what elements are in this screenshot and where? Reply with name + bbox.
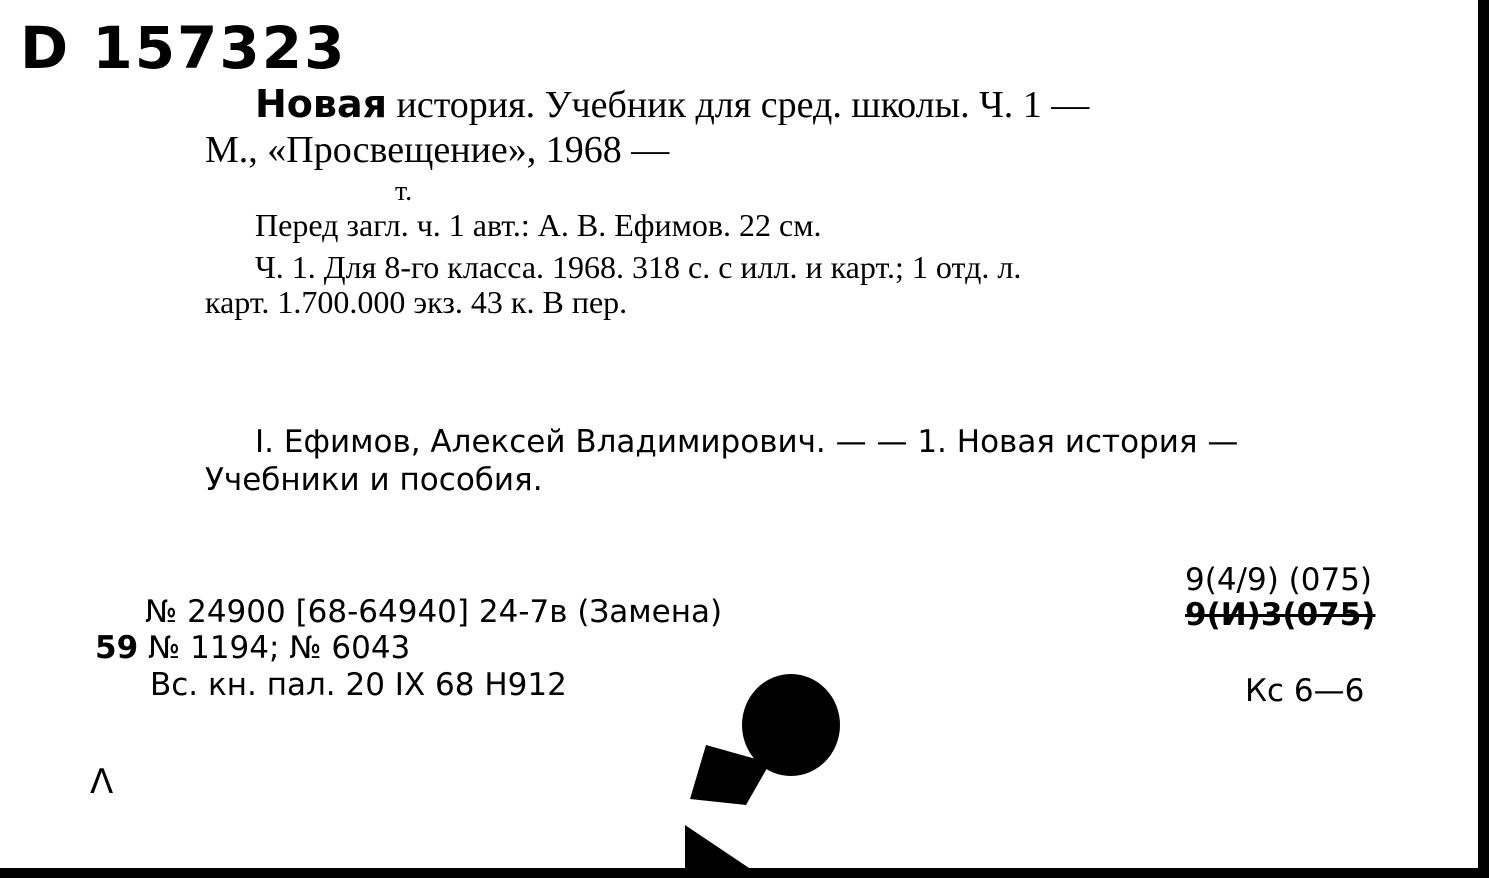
part-description-line-2: карт. 1.700.000 экз. 43 к. В пер. <box>205 284 628 320</box>
imprint-line: М., «Просвещение», 1968 — <box>205 129 670 171</box>
classification-old-struck: 9(И)3(075) <box>1185 597 1376 633</box>
tracing-line-1: I. Ефимов, Алексей Владимирович. — — 1. Новая история — <box>255 424 1239 460</box>
title-rest: история. Учебник для сред. школы. Ч. 1 — <box>396 84 1090 126</box>
title-heading-word: Новая <box>255 82 387 126</box>
tracing-line-2: Учебники и пособия. <box>205 462 543 498</box>
order-line: № 24900 [68-64940] 24-7в (Замена) <box>145 594 723 630</box>
registry-line: Вс. кн. пал. 20 IX 68 Н912 <box>150 667 567 703</box>
title-line-1 <box>255 82 1089 127</box>
reference-line <box>95 630 410 666</box>
reference-numbers: № 1194; № 6043 <box>148 630 411 666</box>
reference-prefix: 59 <box>95 630 139 666</box>
part-description-line-1: Ч. 1. Для 8-го класса. 1968. 318 с. с илл. и карт.; 1 отд. л. <box>255 249 1022 285</box>
shelf-code: Кс 6—6 <box>1245 673 1365 709</box>
inventory-number: D 157323 <box>20 14 347 82</box>
stain-bottom <box>685 825 755 872</box>
author-note: Перед загл. ч. 1 авт.: А. В. Ефимов. 22 см. <box>255 207 822 243</box>
corner-mark: Λ <box>90 762 114 802</box>
classification-number: 9(4/9) (075) <box>1185 562 1373 598</box>
volumes-abbrev: т. <box>395 176 413 207</box>
